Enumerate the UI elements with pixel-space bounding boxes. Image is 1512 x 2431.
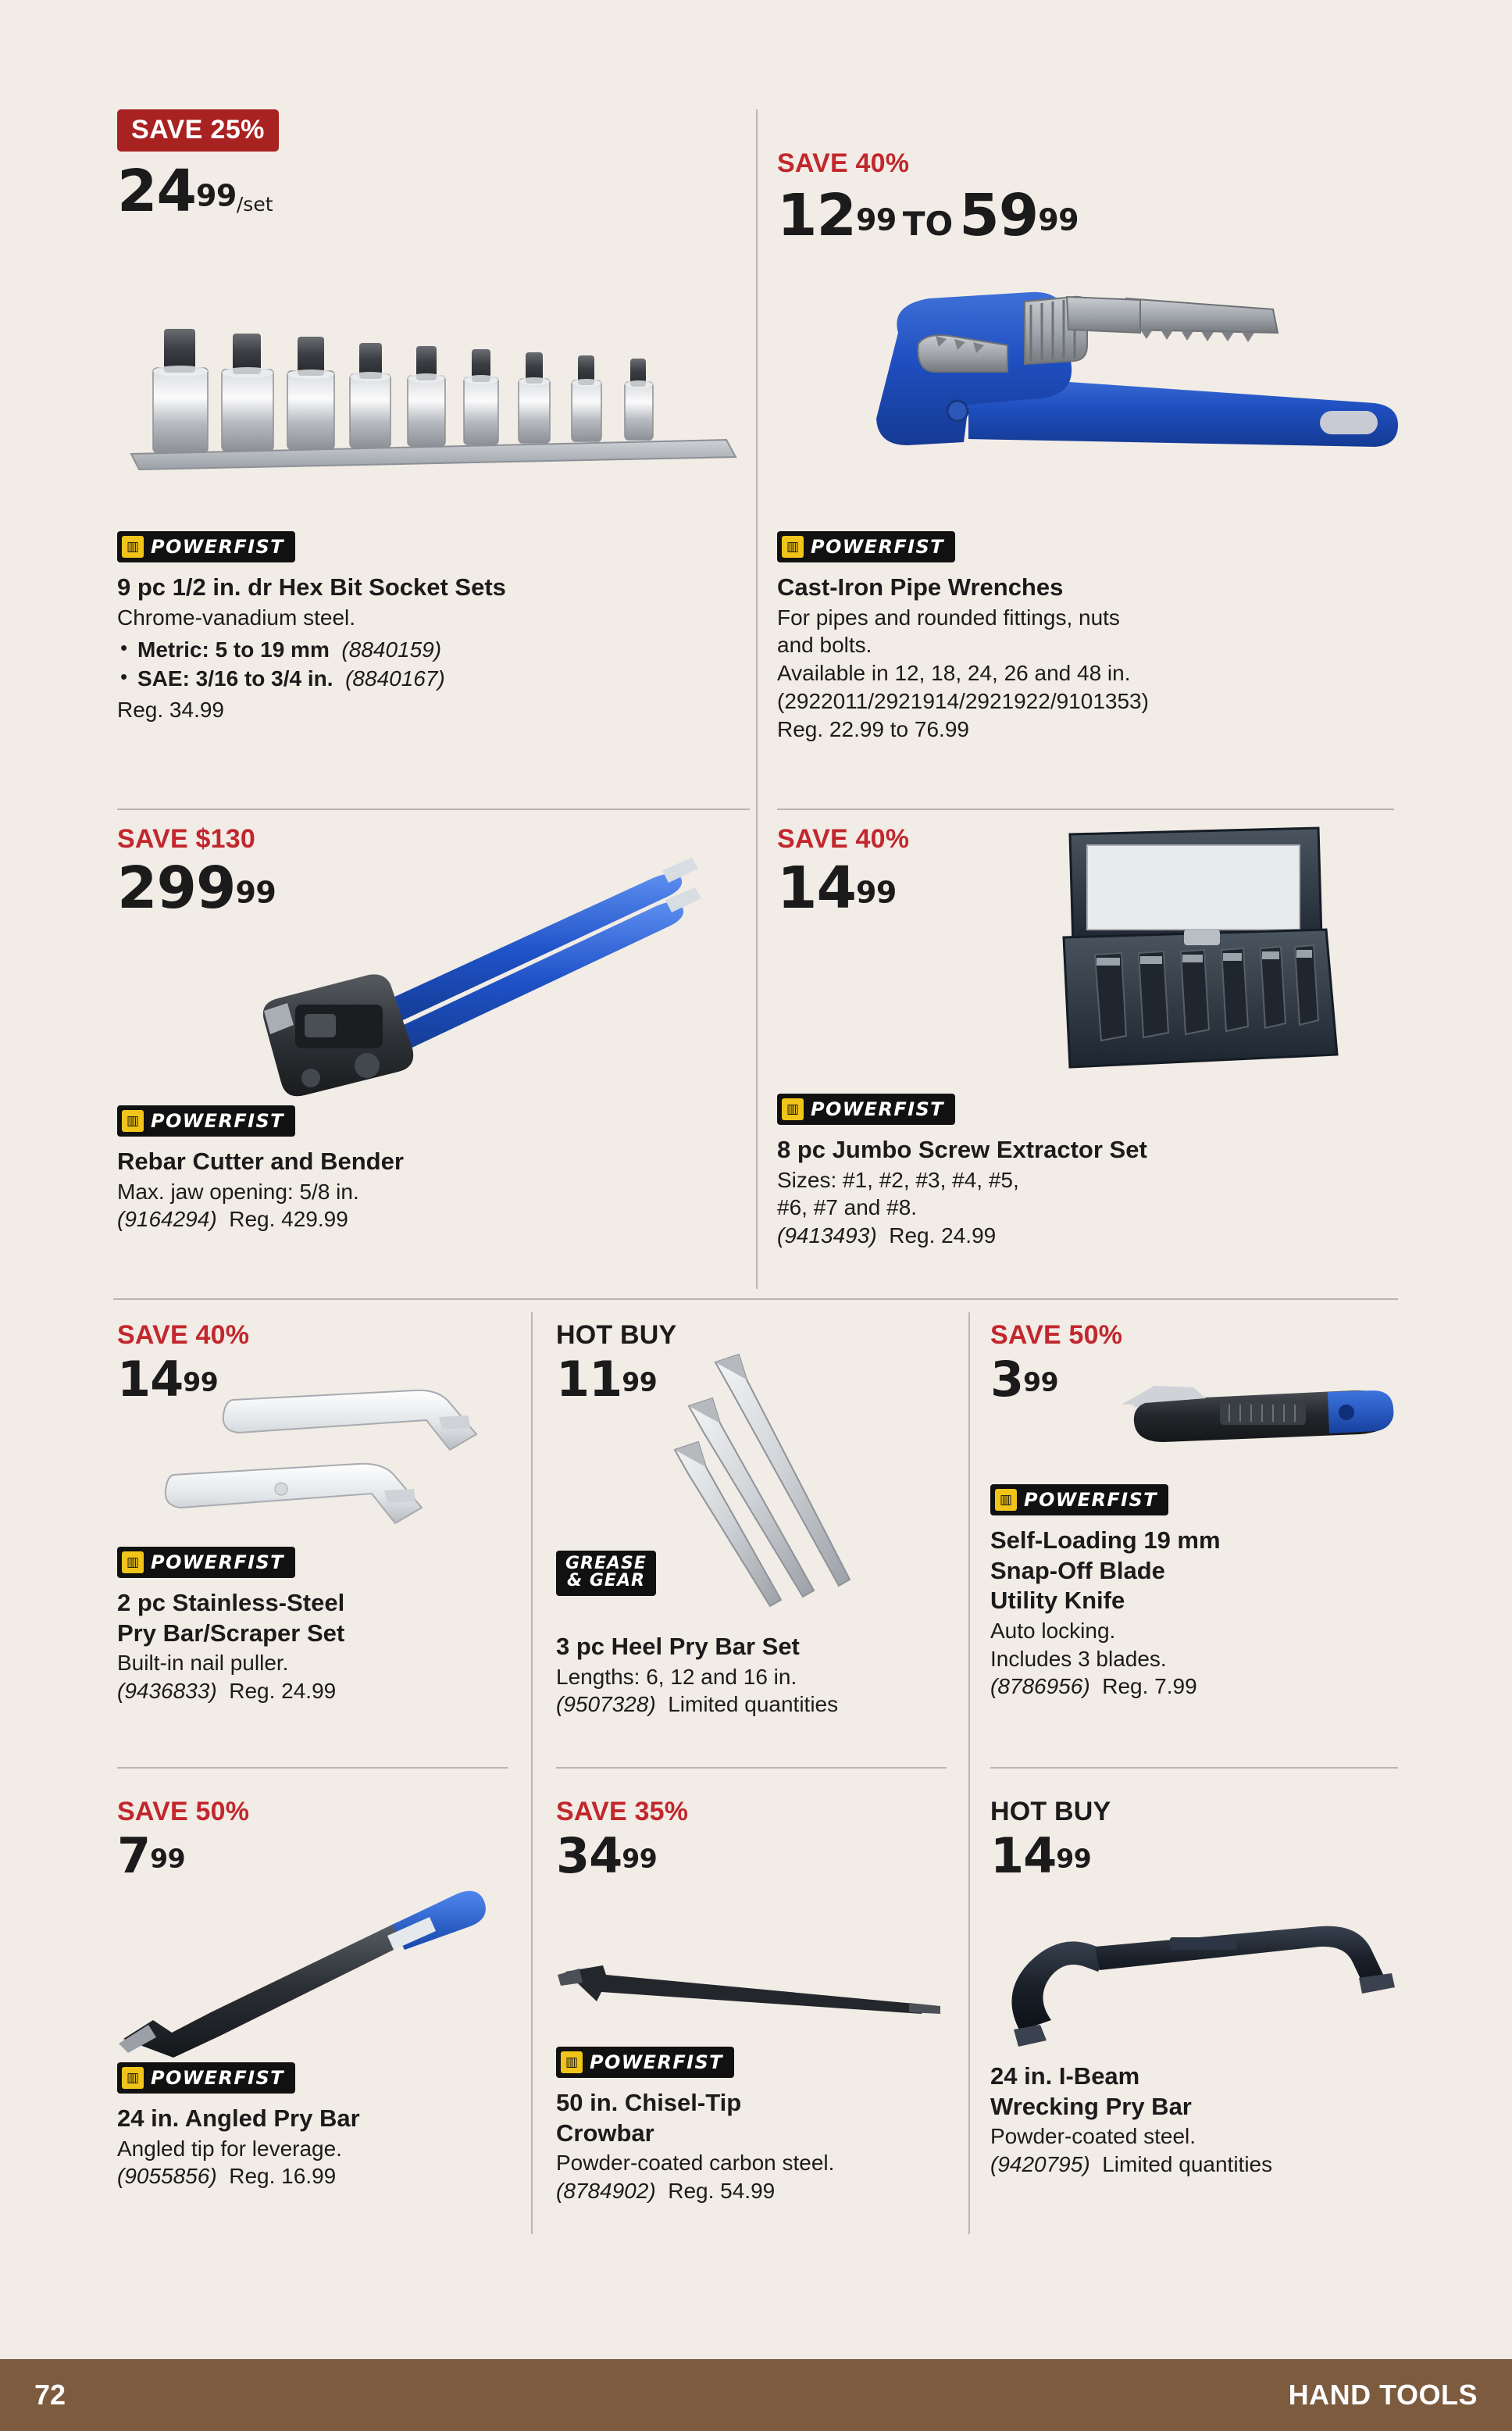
variant-metric <box>117 636 750 664</box>
product-7-info <box>990 1484 1381 1701</box>
hot-buy-label: HOT BUY <box>990 1797 1111 1826</box>
product-5-info <box>117 1547 445 1705</box>
variant-sku: (8840167) <box>345 666 445 691</box>
price-dollars: 24 <box>117 158 196 225</box>
brand-logo-powerfist <box>777 531 955 562</box>
brand-name: POWERFIST <box>151 1110 284 1132</box>
divider <box>990 1767 1398 1769</box>
product-description: Chrome-vanadium steel. <box>117 605 356 630</box>
product-reg-price: Reg. 16.99 <box>229 2164 337 2189</box>
product-8-info <box>117 2062 484 2190</box>
price-cents: 99 <box>622 1366 658 1398</box>
product-10-info <box>990 2062 1396 2179</box>
product-title: Rebar Cutter and Bender <box>117 1148 404 1175</box>
product-description-line1: Auto locking. <box>990 1618 1116 1643</box>
product-title: 9 pc 1/2 in. dr Hex Bit Socket Sets <box>117 573 506 601</box>
product-sku-reg <box>777 1222 1394 1250</box>
price-dollars: 14 <box>990 1827 1057 1884</box>
product-reg-price: Reg. 24.99 <box>229 1678 337 1703</box>
product-description-line1: For pipes and rounded fittings, nuts <box>777 605 1120 630</box>
column-divider <box>968 1312 970 2234</box>
product-sku: (9436833) <box>117 1678 217 1703</box>
product-sku: (9507328) <box>556 1692 656 1717</box>
price-dollars: 34 <box>556 1827 622 1884</box>
rebar-cutter-image <box>250 844 750 1101</box>
divider <box>117 1767 508 1769</box>
divider <box>777 809 1394 810</box>
product-reg-price: Reg. 54.99 <box>668 2178 776 2203</box>
product-title-line1: 50 in. Chisel-Tip <box>556 2089 742 2116</box>
product-sku-reg <box>556 1690 892 1719</box>
variant-label: Metric: 5 to 19 mm <box>137 637 330 662</box>
variant-label: SAE: 3/16 to 3/4 in. <box>137 666 333 691</box>
product-chisel-tip-crowbar <box>556 1797 689 1884</box>
product-title-line3: Utility Knife <box>990 1587 1125 1615</box>
product-sku: (8784902) <box>556 2178 656 2203</box>
product-description-line3: Available in 12, 18, 24, 26 and 48 in. <box>777 661 1131 686</box>
product-description-line2: #6, #7 and #8. <box>777 1195 918 1220</box>
product-sku-reg <box>990 2151 1396 2179</box>
product-title-line2: Wrecking Pry Bar <box>990 2092 1192 2120</box>
product-sku: (9420795) <box>990 2151 1090 2176</box>
product-sku: (9164294) <box>117 1207 217 1232</box>
price-cents: 99 <box>855 202 897 237</box>
product-limited-quantities: Limited quantities <box>1102 2151 1273 2176</box>
save-label: SAVE 50% <box>990 1320 1123 1350</box>
brand-grease-gear-wrap <box>556 1551 656 1596</box>
price-to: TO <box>902 205 954 243</box>
product-sku: (9413493) <box>777 1223 877 1248</box>
product-sku-reg <box>117 1205 734 1233</box>
powerfist-mark: ▥ <box>782 1098 804 1120</box>
product-title: 8 pc Jumbo Screw Extractor Set <box>777 1136 1147 1163</box>
product-sku-reg <box>556 2177 931 2205</box>
product-sku: (8786956) <box>990 1674 1090 1699</box>
brand-name: POWERFIST <box>811 536 944 558</box>
price-cents: 99 <box>195 178 237 213</box>
save-label: SAVE $130 <box>117 824 255 854</box>
powerfist-mark: ▥ <box>122 2067 144 2089</box>
product-1-info <box>117 531 750 724</box>
save-label: SAVE 35% <box>556 1797 689 1826</box>
brand-name-line1: GREASE <box>565 1554 647 1573</box>
variant-sku: (8840159) <box>341 637 442 662</box>
product-description: Lengths: 6, 12 and 16 in. <box>556 1664 797 1689</box>
product-6-info <box>556 1633 892 1719</box>
product-description: Max. jaw opening: 5/8 in. <box>117 1179 359 1204</box>
pry-bar-scraper-set-image <box>164 1383 531 1539</box>
price <box>117 158 279 225</box>
heel-pry-bar-set-image <box>672 1351 929 1609</box>
brand-name: POWERFIST <box>811 1098 944 1120</box>
price-cents: 99 <box>235 875 276 910</box>
price-cents: 99 <box>150 1843 186 1874</box>
product-title-line1: Self-Loading 19 mm <box>990 1526 1221 1554</box>
product-reg-price: Reg. 24.99 <box>889 1223 997 1248</box>
product-title-line2: Pry Bar/Scraper Set <box>117 1619 345 1647</box>
product-title: 24 in. Angled Pry Bar <box>117 2104 360 2132</box>
column-divider <box>531 1312 533 2234</box>
i-beam-wrecking-pry-bar-image <box>992 1906 1398 2062</box>
product-sku: (2922011/2921914/2921922/9101353) <box>777 689 1149 714</box>
brand-logo-powerfist <box>990 1484 1168 1515</box>
product-angled-pry-bar <box>117 1797 250 1884</box>
product-reg-price: Reg. 34.99 <box>117 698 224 723</box>
price <box>117 1827 249 1884</box>
product-description-line2: Includes 3 blades. <box>990 1646 1167 1671</box>
product-sku-reg <box>990 1672 1381 1701</box>
brand-logo-powerfist <box>777 1094 955 1125</box>
divider <box>117 809 750 810</box>
product-description-line2: and bolts. <box>777 633 872 658</box>
product-title: Cast-Iron Pipe Wrenches <box>777 573 1064 601</box>
price-cents: 99 <box>855 875 897 910</box>
product-3-info <box>117 1105 734 1233</box>
product-reg-price: Reg. 7.99 <box>1102 1674 1197 1699</box>
price-cents: 99 <box>622 1843 658 1874</box>
brand-name: POWERFIST <box>151 1551 284 1573</box>
product-utility-knife <box>990 1320 1123 1408</box>
product-title-line1: 2 pc Stainless-Steel <box>117 1589 345 1616</box>
price2-cents: 99 <box>1038 202 1079 237</box>
save-label: SAVE 40% <box>777 148 910 178</box>
product-description: Built-in nail puller. <box>117 1651 289 1676</box>
brand-logo-powerfist <box>117 2062 295 2094</box>
price-dollars: 11 <box>556 1351 622 1408</box>
powerfist-mark: ▥ <box>122 1551 144 1573</box>
product-heel-pry-bar-set <box>556 1320 677 1408</box>
price-dollars: 299 <box>117 855 236 922</box>
page-footer <box>0 2359 1512 2431</box>
price <box>777 855 909 922</box>
brand-logo-powerfist <box>117 531 295 562</box>
brand-logo-powerfist <box>556 2047 734 2078</box>
brand-logo-powerfist <box>117 1105 295 1137</box>
pipe-wrench-image <box>773 258 1406 492</box>
variant-sae <box>117 665 750 693</box>
angled-pry-bar-image <box>117 1890 515 2070</box>
price <box>556 1827 688 1884</box>
price <box>556 1351 676 1408</box>
brand-name: POWERFIST <box>151 536 284 558</box>
product-sku-reg <box>117 2162 484 2190</box>
page-number: 72 <box>34 2379 66 2411</box>
product-title-line2: Crowbar <box>556 2119 654 2147</box>
price-dollars: 7 <box>117 1827 151 1884</box>
screw-extractor-case-image <box>1047 820 1375 1086</box>
brand-logo-powerfist <box>117 1547 295 1578</box>
product-hex-bit-socket-sets <box>117 109 279 225</box>
product-i-beam-wrecking-pry-bar <box>990 1797 1111 1884</box>
price-suffix: /set <box>236 193 273 216</box>
brand-name: POWERFIST <box>1024 1489 1157 1511</box>
price-cents: 99 <box>183 1366 219 1398</box>
product-2-info <box>777 531 1394 744</box>
product-sku-reg <box>117 1677 445 1705</box>
product-description: Powder-coated carbon steel. <box>556 2151 835 2176</box>
price-cents: 99 <box>1056 1843 1092 1874</box>
powerfist-mark: ▥ <box>995 1489 1017 1511</box>
price <box>990 1827 1111 1884</box>
product-sku: (9055856) <box>117 2164 217 2189</box>
price <box>990 1351 1122 1408</box>
price-cents: 99 <box>1023 1366 1059 1398</box>
brand-name: POWERFIST <box>590 2051 723 2073</box>
product-cast-iron-pipe-wrenches <box>777 148 1079 249</box>
save-label: SAVE 40% <box>117 1320 250 1350</box>
section-title: HAND TOOLS <box>1288 2379 1478 2411</box>
column-divider <box>756 109 758 1289</box>
powerfist-mark: ▥ <box>122 536 144 558</box>
product-description-line1: Sizes: #1, #2, #3, #4, #5, <box>777 1167 1019 1192</box>
save-label: SAVE 50% <box>117 1797 250 1826</box>
product-title-line1: 24 in. I-Beam <box>990 2062 1140 2090</box>
price-dollars: 3 <box>990 1351 1024 1408</box>
section-divider <box>113 1298 1398 1300</box>
divider <box>556 1767 947 1769</box>
price-range <box>777 182 1079 249</box>
powerfist-mark: ▥ <box>782 536 804 558</box>
product-description: Angled tip for leverage. <box>117 2136 342 2161</box>
utility-knife-image <box>1118 1359 1400 1469</box>
product-4-info <box>777 1094 1394 1250</box>
product-reg-price: Reg. 22.99 to 76.99 <box>777 716 969 741</box>
product-reg-price: Reg. 429.99 <box>229 1207 348 1232</box>
product-limited-quantities: Limited quantities <box>668 1692 839 1717</box>
product-title: 3 pc Heel Pry Bar Set <box>556 1633 800 1660</box>
product-jumbo-screw-extractor-set <box>777 824 910 922</box>
brand-name: POWERFIST <box>151 2067 284 2089</box>
save-label: SAVE 40% <box>777 824 910 854</box>
brand-logo-grease-gear <box>556 1551 656 1596</box>
price-dollars: 14 <box>117 1351 184 1408</box>
brand-name-line2: & GEAR <box>567 1571 645 1591</box>
powerfist-mark: ▥ <box>122 1110 144 1132</box>
save-badge: SAVE 25% <box>117 109 279 152</box>
powerfist-mark: ▥ <box>561 2051 583 2073</box>
price-dollars: 12 <box>777 182 856 249</box>
hot-buy-label: HOT BUY <box>556 1320 677 1350</box>
product-9-info <box>556 2047 931 2205</box>
product-description: Powder-coated steel. <box>990 2124 1196 2149</box>
price-dollars: 14 <box>777 855 856 922</box>
price2-dollars: 59 <box>959 182 1039 249</box>
chisel-tip-crowbar-image <box>556 1937 947 2031</box>
product-variants <box>117 636 750 693</box>
product-title-line2: Snap-Off Blade <box>990 1556 1165 1584</box>
hex-bit-socket-set-image <box>125 301 742 477</box>
